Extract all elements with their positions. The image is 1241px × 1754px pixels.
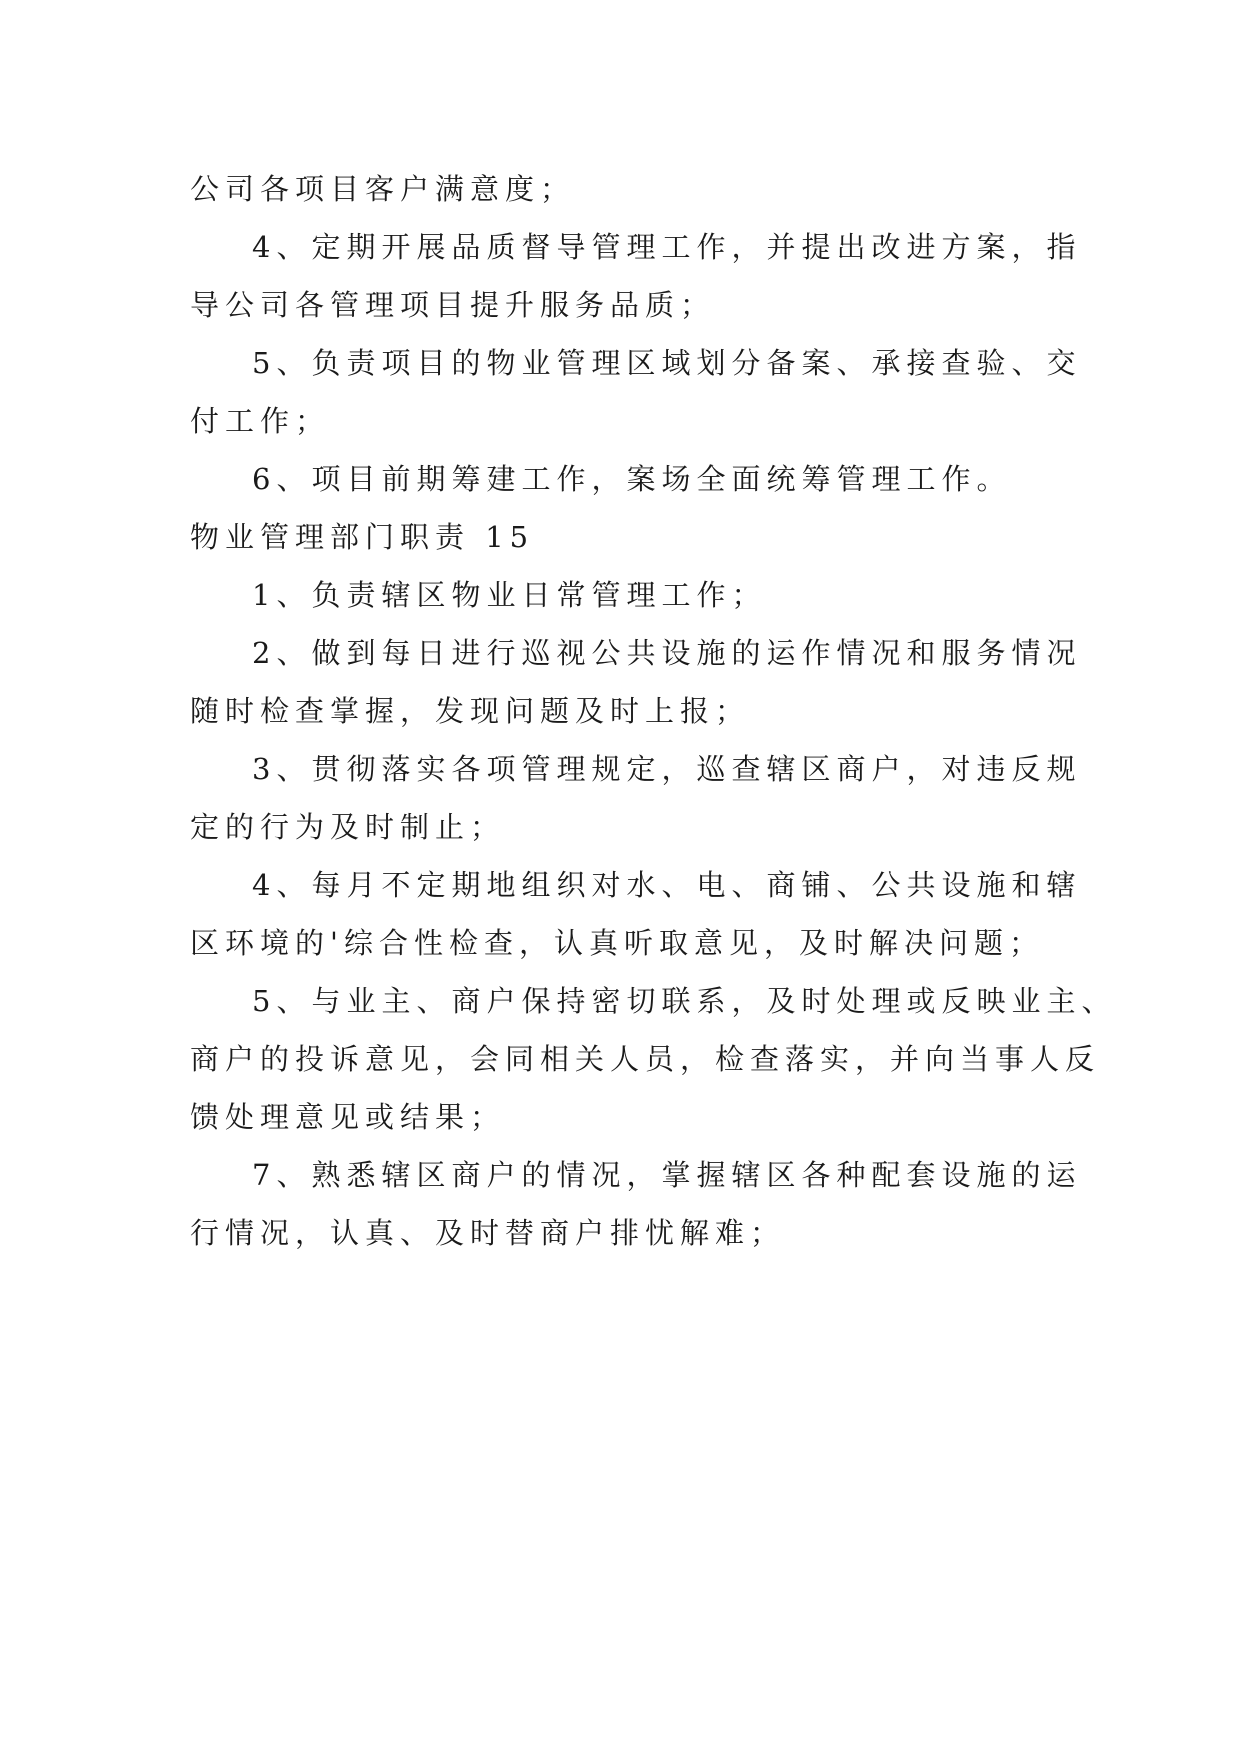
document-body (190, 160, 1117, 1262)
text-line: 随时检查掌握，发现问题及时上报； (190, 694, 751, 728)
section-heading: 物业管理部门职责 15 (190, 520, 535, 554)
text-line: 导公司各管理项目提升服务品质； (190, 288, 716, 322)
text-line: 行情况，认真、及时替商户排忧解难； (190, 1216, 786, 1250)
text-line: 4、每月不定期地组织对水、电、商铺、公共设施和辖 (252, 868, 1082, 902)
text-line: 商户的投诉意见，会同相关人员，检查落实，并向当事人反 (190, 1042, 1101, 1076)
text-line: 区环境的'综合性检查，认真听取意见，及时解决问题； (190, 926, 1044, 960)
text-line: 7、熟悉辖区商户的情况，掌握辖区各种配套设施的运 (252, 1158, 1082, 1192)
text-line: 公司各项目客户满意度； (190, 172, 576, 206)
text-line: 6、项目前期筹建工作，案场全面统筹管理工作。 (252, 462, 1012, 496)
text-line: 付工作； (190, 404, 331, 438)
text-line: 3、贯彻落实各项管理规定，巡查辖区商户，对违反规 (252, 752, 1082, 786)
text-line: 5、与业主、商户保持密切联系，及时处理或反映业主、 (252, 984, 1117, 1018)
text-line: 1、负责辖区物业日常管理工作； (252, 578, 767, 612)
text-line: 4、定期开展品质督导管理工作，并提出改进方案，指 (252, 230, 1082, 264)
text-line: 定的行为及时制止； (190, 810, 506, 844)
text-line: 5、负责项目的物业管理区域划分备案、承接查验、交 (252, 346, 1082, 380)
text-line: 馈处理意见或结果； (190, 1100, 506, 1134)
text-line: 2、做到每日进行巡视公共设施的运作情况和服务情况 (252, 636, 1082, 670)
